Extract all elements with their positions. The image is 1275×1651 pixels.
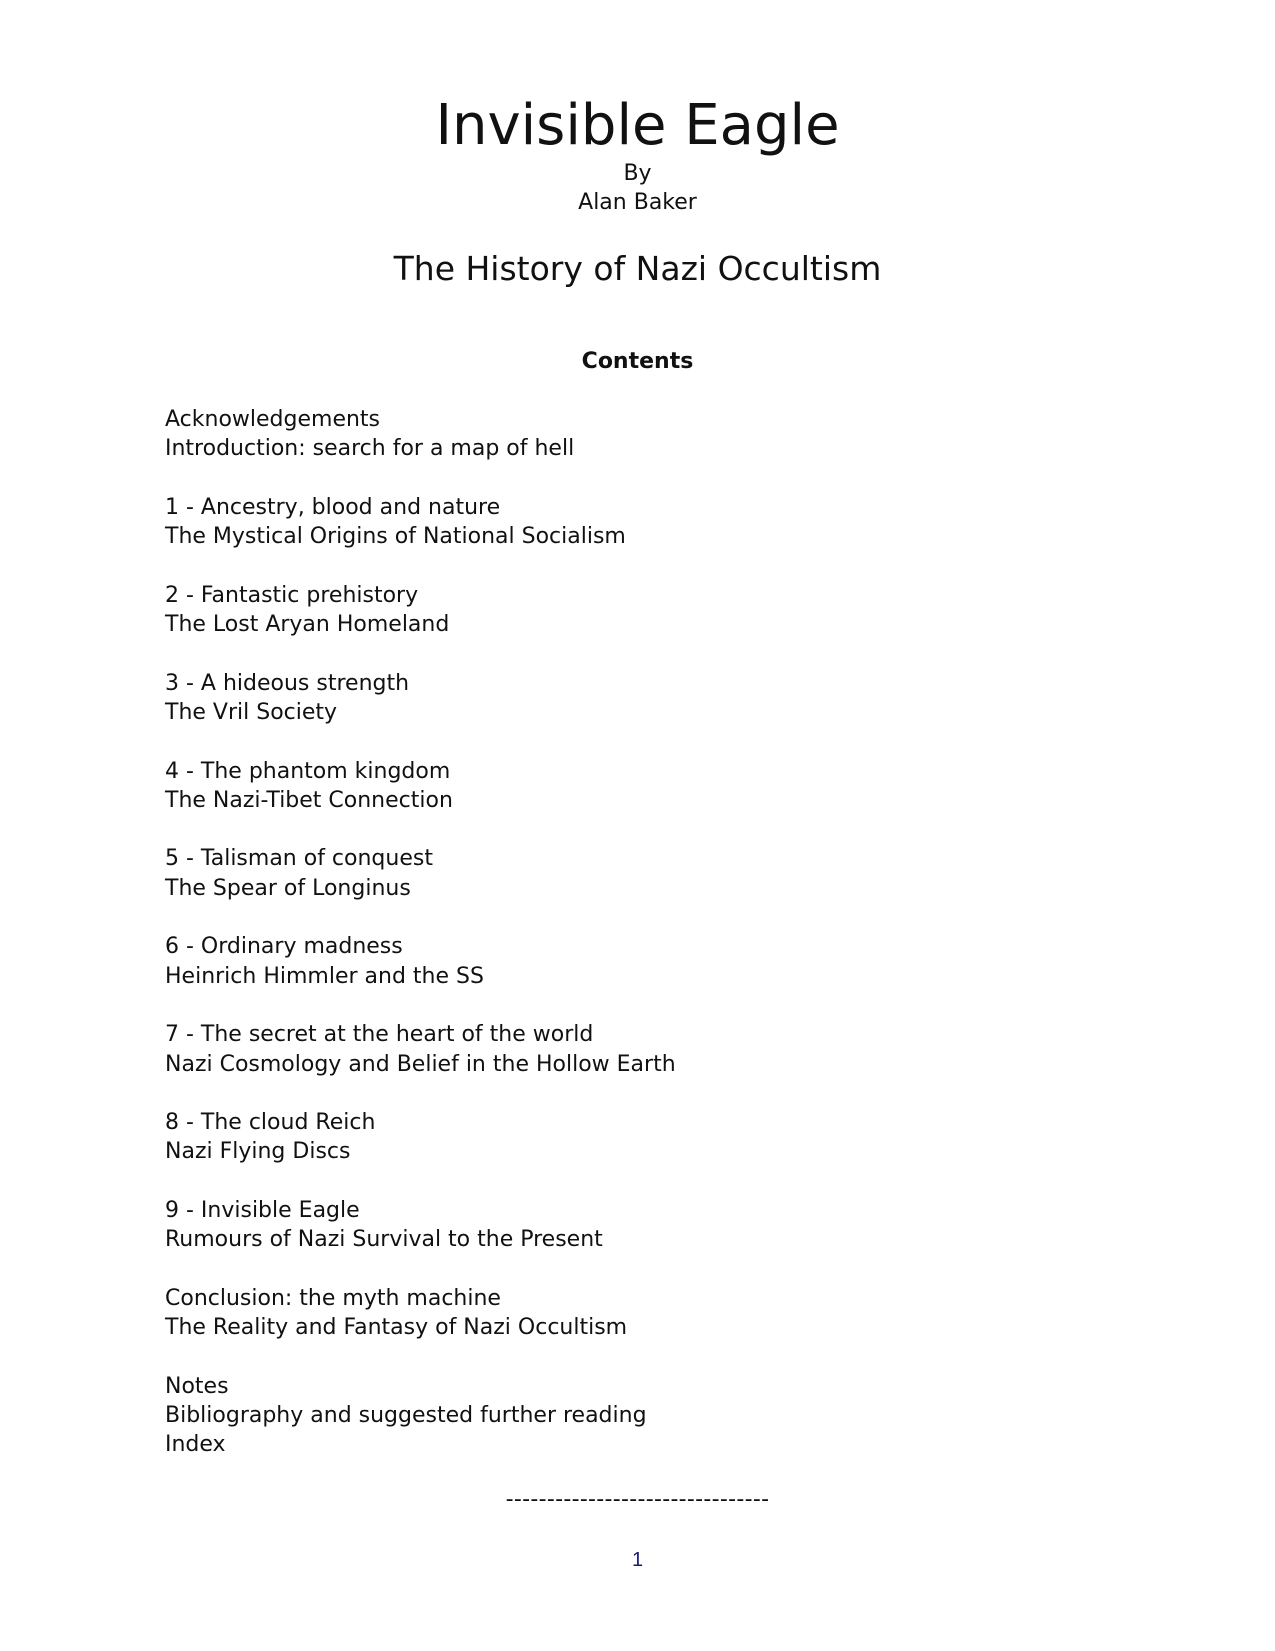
toc-chapter-subtitle: The Mystical Origins of National Socialism [165,524,626,550]
toc-chapter-subtitle: Nazi Cosmology and Belief in the Hollow Earth [165,1051,676,1077]
toc-entry: Bibliography and suggested further reading [165,1403,647,1429]
toc-chapter-subtitle: The Lost Aryan Homeland [165,612,450,638]
toc-group [165,405,676,464]
separator-line: -------------------------------- [505,1487,770,1512]
toc-group [165,1020,676,1079]
toc-group [165,669,676,728]
toc-group [165,844,676,903]
toc-chapter-title: 6 - Ordinary madness [165,934,403,960]
toc-chapter-title: 2 - Fantastic prehistory [165,582,419,608]
toc-group [165,581,676,640]
toc-chapter-title: 3 - A hideous strength [165,670,410,696]
toc-spacer [165,1255,676,1284]
toc-chapter-title: 5 - Talisman of conquest [165,846,433,872]
toc-chapter-title: 9 - Invisible Eagle [165,1198,360,1224]
toc-spacer [165,464,676,493]
toc-chapter-subtitle: Nazi Flying Discs [165,1139,351,1165]
toc-chapter-subtitle: The Vril Society [165,699,338,725]
toc-chapter-subtitle: Rumours of Nazi Survival to the Present [165,1227,603,1253]
toc-entry: Introduction: search for a map of hell [165,436,575,462]
toc-chapter-title: 1 - Ancestry, blood and nature [165,494,501,520]
toc-entry: Acknowledgements [165,407,381,432]
toc-spacer [165,639,676,668]
book-title: Invisible Eagle [435,93,840,158]
toc-chapter-subtitle: Heinrich Himmler and the SS [165,963,484,989]
toc-chapter-title: 7 - The secret at the heart of the world [165,1022,594,1048]
toc-spacer [165,1079,676,1108]
toc-group [165,1284,676,1343]
page-number: 1 [631,1549,644,1571]
toc-group [165,932,676,991]
toc-group [165,757,676,816]
book-subtitle: The History of Nazi Occultism [393,249,882,288]
toc-group [165,493,676,552]
toc-chapter-title: 4 - The phantom kingdom [165,758,451,784]
toc-spacer [165,991,676,1020]
toc-spacer [165,903,676,932]
toc-chapter-subtitle: The Nazi-Tibet Connection [165,787,453,813]
toc-chapter-subtitle: The Reality and Fantasy of Nazi Occultism [165,1315,628,1341]
by-label: By [623,161,652,186]
toc-group [165,1196,676,1255]
toc-chapter-title: Conclusion: the myth machine [165,1285,501,1311]
toc-spacer [165,1343,676,1372]
toc-chapter-title: 8 - The cloud Reich [165,1110,376,1136]
toc-spacer [165,551,676,580]
toc-group [165,1372,676,1460]
toc-spacer [165,727,676,756]
table-of-contents [165,405,676,1460]
contents-heading: Contents [581,349,694,374]
toc-chapter-subtitle: The Spear of Longinus [165,875,411,901]
toc-spacer [165,1167,676,1196]
toc-group [165,1108,676,1167]
toc-entry: Index [165,1432,226,1458]
author-name: Alan Baker [578,190,697,215]
toc-entry: Notes [165,1373,229,1399]
toc-spacer [165,815,676,844]
